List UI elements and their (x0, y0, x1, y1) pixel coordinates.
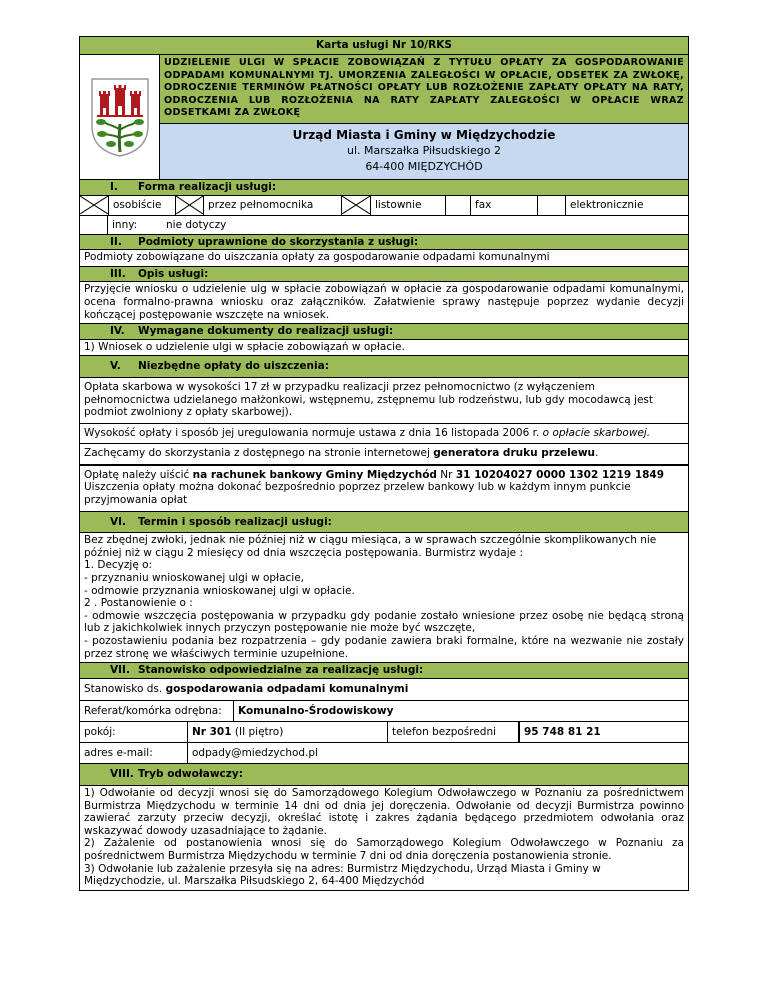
section-title: Tryb odwoławczy: (138, 768, 243, 781)
delivery-form-options (80, 196, 688, 216)
coat-of-arms-icon (80, 55, 160, 179)
email-value[interactable]: odpady@miedzychod.pl (192, 747, 318, 760)
other-value: nie dotyczy (166, 218, 227, 231)
room-row (80, 722, 688, 743)
bank-account-number: 31 10204027 0000 1302 1219 1849 (455, 468, 665, 481)
office-name: Urząd Miasta i Gminy w Międzychodzie (292, 127, 556, 142)
checkbox-mail[interactable] (342, 196, 371, 215)
transfer-generator-text (80, 444, 688, 465)
section-title: Niezbędne opłaty do uiszczenia: (138, 360, 329, 373)
department-value: Komunalno-Środowiskowy (238, 705, 394, 718)
checkbox-personal[interactable] (80, 196, 109, 215)
deadline-line: - odmowie wszczęcia postępowania w przypadku gdy podanie zostało wniesione przez osobę nie będącą stroną lub z jakichkolwiek innych przyczyn postępowanie nie może być wszczęte, (84, 609, 684, 635)
department-row (80, 701, 688, 722)
appeal-line: 3) Odwołanie lub zażalenie przesyła się na adres: Burmistrz Międzychodu, Urząd Miasta i Gminy w Międzychodzie, ul. Marszałka Piłsudskiego 2, 64-400 Międzychód (84, 862, 601, 888)
office-city: 64-400 MIĘDZYCHÓD (365, 159, 483, 173)
section-4-heading (80, 324, 688, 340)
other-label: inny: (112, 218, 138, 231)
room-label: pokój: (80, 722, 188, 742)
section-7-heading (80, 663, 688, 679)
bank-account-owner: na rachunek bankowy Gminy Międzychód (192, 468, 437, 481)
card-title: Karta usługi Nr 10/RKS (80, 37, 688, 55)
room-value (188, 722, 388, 742)
section-8-heading (80, 764, 688, 786)
email-row (80, 743, 688, 764)
email-label: adres e-mail: (80, 743, 188, 763)
section-6-heading (80, 512, 688, 534)
section-title: Wymagane dokumenty do realizacji usługi: (138, 325, 394, 338)
section-3-heading (80, 267, 688, 283)
transfer-generator-link[interactable]: generatora druku przelewu (433, 447, 596, 460)
responsible-post-label: Stanowisko ds. (84, 682, 163, 695)
deadline-text (80, 533, 688, 663)
deadline-line: Bez zbędnej zwłoki, jednak nie później niż w ciągu miesiąca, a w sprawach szczególnie skomplikowanych nie później niż w ciągu 2 miesięcy od dnia wszczęcia postępowania. Burmistrz wydaje : (84, 534, 657, 559)
responsible-post (80, 679, 688, 702)
option-mail-label: listownie (371, 196, 446, 215)
other-blank-cell (80, 216, 108, 234)
section-1-heading (80, 180, 688, 196)
bank-account-intro: Opłatę należy uiścić (84, 468, 190, 481)
appeal-line: 2) Zażalenie od postanowienia wnosi się do Samorządowego Kolegium Odwoławczego w Poznaniu za pośrednictwem Burmistrza Międzychodu w terminie 7 dni od dnia doręczenia postanowienia stronie. (84, 837, 684, 862)
deadline-line: - przyznaniu wnioskowanej ulgi w opłacie, (84, 572, 304, 585)
office-block (160, 124, 688, 179)
room-floor: (II piętro) (234, 726, 284, 739)
section-title: Podmioty uprawnione do skorzystania z usługi: (138, 235, 419, 248)
header-content (160, 55, 688, 179)
phone-label: telefon bezpośredni (388, 722, 519, 742)
card-header (80, 55, 688, 180)
appeal-procedure-text (80, 786, 688, 890)
fee-regulation-text (80, 424, 688, 445)
section-title: Termin i sposób realizacji usługi: (138, 515, 332, 528)
checkbox-proxy[interactable] (176, 196, 204, 215)
appeal-line: 1) Odwołanie od decyzji wnosi się do Samorządowego Kolegium Odwoławczego w Poznaniu za pośrednictwem Burmistrza Międzychodu w terminie 14 dni od dnia jej doręczenia. Odwołanie od decyzji Burmistrza powinno zawierać zarzuty przeciw decyzji, określać istotę i zakres żądania będącego przedmiotem odwołania oraz wskazywać dowody uzasadniające to żądanie. (84, 786, 684, 837)
fee-regulation-act: o opłacie skarbowej. (542, 426, 651, 439)
other-form-row (80, 216, 688, 235)
office-street: ul. Marszałka Piłsudskiego 2 (347, 143, 501, 157)
transfer-generator-intro: Zachęcamy do skorzystania z dostępnego na stronie internetowej (84, 447, 430, 460)
responsible-post-name: gospodarowania odpadami komunalnymi (165, 682, 409, 695)
section-number: I. (110, 180, 118, 193)
deadline-line: - pozostawieniu podania bez rozpatrzenia – gdy podanie zawiera braki formalne, które na wezwanie nie zostały przez stronę we właściwych terminie uzupełnione. (84, 635, 684, 660)
service-description-text: Przyjęcie wniosku o udzielenie ulg w spłacie zobowiązań w opłacie za gospodarowanie odpadami komunalnymi, ocena formalno-prawna wniosku oraz załączników. Załatwienie sprawy następuje poprzez wydanie decyzji kończącej postępowanie wszczęte na wniosek. (80, 282, 688, 324)
entitled-entities-text: Podmioty zobowiązane do uiszczania opłaty za gospodarowanie odpadami komunalnymi (80, 250, 688, 267)
bank-account-nr-label: Nr (440, 468, 453, 481)
section-number: VII. (110, 664, 130, 677)
option-personal-label: osobiście (109, 196, 176, 215)
fee-regulation-main: Wysokość opłaty i sposób jej uregulowania normuje ustawa z dnia 16 listopada 2006 r. (84, 426, 540, 439)
section-title: Opis usługi: (138, 267, 209, 280)
payment-methods-text: Uiszczenia opłaty można dokonać bezpośrednio poprzez przelew bankowy lub w każdym innym punkcie przyjmowania opłat (84, 481, 631, 507)
section-number: VI. (110, 515, 127, 528)
phone-value: 95 748 81 21 (519, 722, 688, 742)
checkbox-electronic[interactable] (538, 196, 566, 215)
section-number: III. (110, 267, 126, 280)
service-card (79, 36, 689, 891)
deadline-line: 2 . Postanowienie o : (84, 597, 193, 610)
option-electronic-label: elektronicznie (570, 199, 644, 212)
section-title: Stanowisko odpowiedzialne za realizację usługi: (138, 664, 424, 677)
deadline-line: 1. Decyzję o: (84, 559, 153, 572)
option-proxy-label: przez pełnomocnika (204, 196, 342, 215)
department-label: Referat/komórka odrębna: (80, 701, 234, 721)
section-number: IV. (110, 325, 125, 338)
transfer-generator-end: . (595, 447, 599, 460)
bank-account-text (80, 465, 688, 512)
option-fax-label: fax (471, 196, 538, 215)
room-number: Nr 301 (192, 726, 232, 739)
section-number: II. (110, 235, 122, 248)
deadline-line: - odmowie przyznania wnioskowanej ulgi w opłacie. (84, 584, 355, 597)
section-number: VIII. (110, 768, 134, 781)
section-number: V. (110, 360, 121, 373)
service-subject: UDZIELENIE ULGI W SPŁACIE ZOBOWIĄZAŃ Z TYTUŁU OPŁATY ZA GOSPODAROWANIE ODPADAMI KOMUNALNYMI TJ. UMORZENIA ZALEGŁOŚCI W OPŁACIE, ODSETEK ZA ZWŁOKĘ, ODROCZENIE TERMINÓW PŁATNOŚCI OPŁATY LUB ROZŁOŻENIE ZAPŁATY OPŁATY NA RATY, ODROCZENIA LUB ROZŁOŻENIA NA RATY ZAPŁATY ZALEGŁOŚCI W OPŁACIE WRAZ ODSETKAMI ZA ZWŁOKĘ (160, 55, 688, 124)
checkbox-fax[interactable] (446, 196, 471, 215)
section-2-heading (80, 235, 688, 251)
stamp-fee-text: Opłata skarbowa w wysokości 17 zł w przypadku realizacji przez pełnomocnictwo (z wyłączeniem pełnomocnictwa udzielanego małżonkowi, wstępnemu, zstępnemu lub rodzeństwu, lub gdy mocodawcą jest podmiot zwolniony z opłaty skarbowej). (80, 378, 688, 424)
section-title: Forma realizacji usługi: (138, 180, 277, 193)
section-5-heading (80, 356, 688, 378)
required-documents-text: 1) Wniosek o udzielenie ulgi w spłacie zobowiązań w opłacie. (80, 340, 688, 357)
